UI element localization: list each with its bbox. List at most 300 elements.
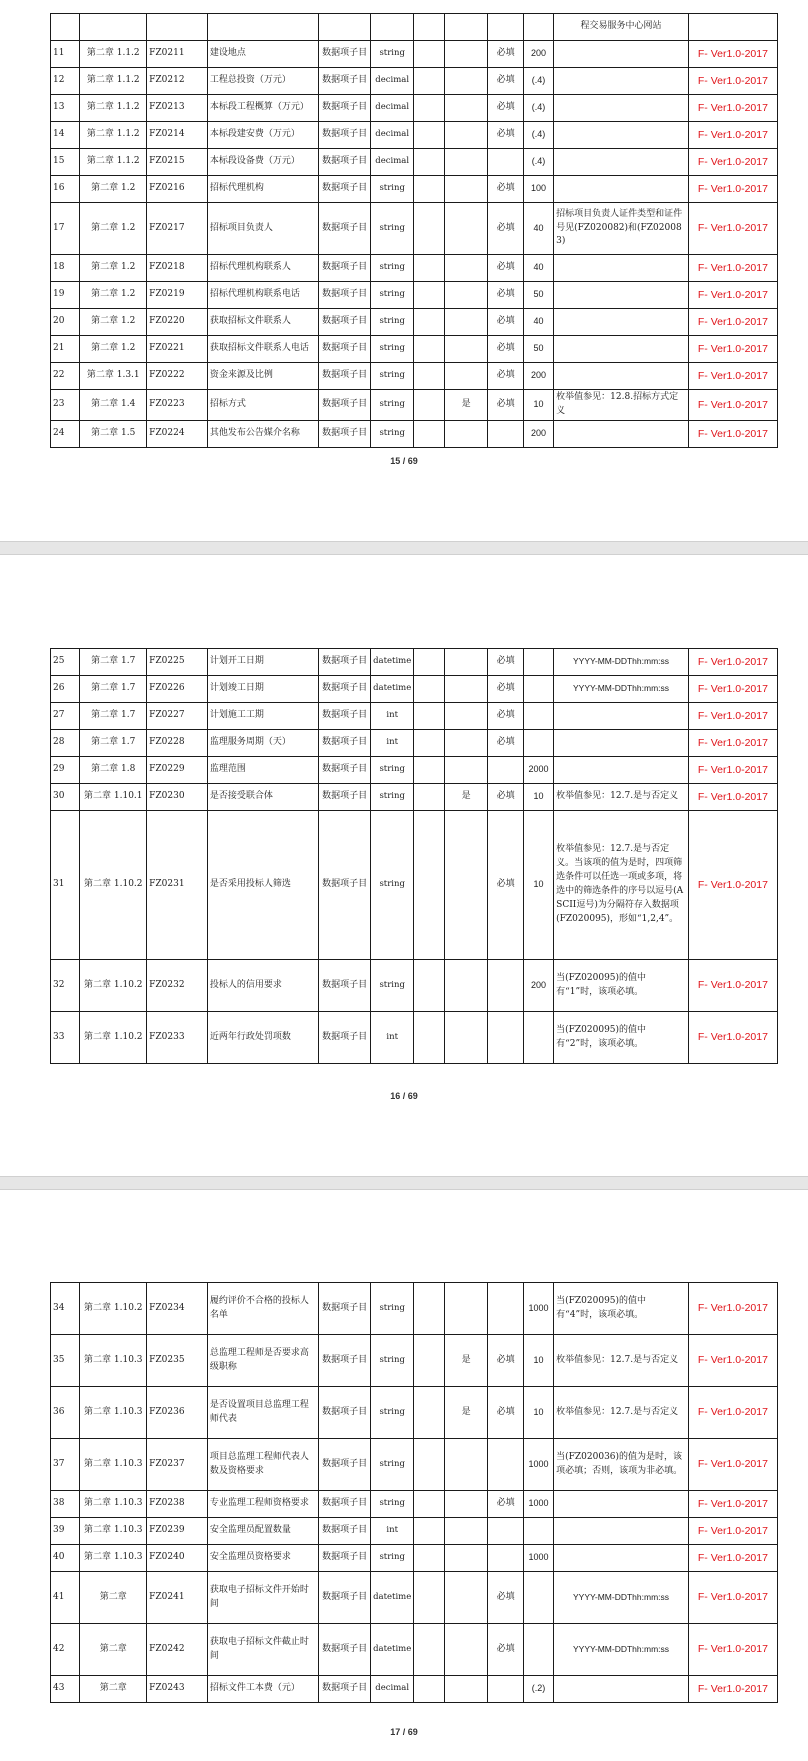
cell-enum [444, 649, 488, 676]
cell-chapter: 第二章 1.10.2 [80, 811, 147, 960]
cell-name: 监理服务周期（天） [207, 730, 318, 757]
cell-len: 1000 [523, 1439, 553, 1491]
cell-e1 [414, 41, 444, 68]
cell-name: 获取电子招标文件开始时间 [207, 1572, 318, 1624]
cell-version: F- Ver1.0-2017 [688, 1012, 777, 1064]
cell-code: FZ0231 [147, 811, 208, 960]
cell-len: 10 [523, 784, 553, 811]
cell-e1 [414, 420, 444, 447]
cell-category: 数据项子目 [319, 95, 371, 122]
cell-note: 招标项目负责人证件类型和证件号见(FZ020082)和(FZ020083) [554, 203, 689, 255]
cell-no: 41 [51, 1572, 80, 1624]
cell-code: FZ0223 [147, 390, 208, 421]
table-row [51, 336, 778, 363]
table-row [51, 149, 778, 176]
cell-req: 必填 [488, 122, 523, 149]
table-row [51, 784, 778, 811]
cell-category: 数据项子目 [319, 757, 371, 784]
cell-code: FZ0215 [147, 149, 208, 176]
cell-chapter: 第二章 1.10.1 [80, 784, 147, 811]
cell-type: int [370, 703, 414, 730]
cell-version: F- Ver1.0-2017 [688, 703, 777, 730]
cell-req: 必填 [488, 703, 523, 730]
cell-enum [444, 336, 488, 363]
cell-e1 [414, 309, 444, 336]
cell-len: 1000 [523, 1545, 553, 1572]
cell-category: 数据项子目 [319, 1624, 371, 1676]
cell-note [554, 255, 689, 282]
cell-category: 数据项子目 [319, 730, 371, 757]
cell-note: 当(FZ020095)的值中有“1”时，该项必填。 [554, 960, 689, 1012]
cell-no [51, 14, 80, 41]
cell-e1 [414, 1387, 444, 1439]
cell-category: 数据项子目 [319, 1545, 371, 1572]
cell-chapter: 第二章 1.8 [80, 757, 147, 784]
cell-type: int [370, 1518, 414, 1545]
cell-chapter: 第二章 1.1.2 [80, 68, 147, 95]
cell-e1 [414, 176, 444, 203]
cell-enum [444, 149, 488, 176]
table-row [51, 14, 778, 41]
cell-chapter: 第二章 1.2 [80, 255, 147, 282]
cell-name: 计划开工日期 [207, 649, 318, 676]
cell-code: FZ0242 [147, 1624, 208, 1676]
cell-enum [444, 203, 488, 255]
cell-note: YYYY-MM-DDThh:mm:ss [554, 1572, 689, 1624]
cell-req: 必填 [488, 41, 523, 68]
cell-version: F- Ver1.0-2017 [688, 1491, 777, 1518]
cell-req: 必填 [488, 282, 523, 309]
cell-category: 数据项子目 [319, 1387, 371, 1439]
cell-code: FZ0234 [147, 1283, 208, 1335]
cell-category: 数据项子目 [319, 960, 371, 1012]
cell-no: 39 [51, 1518, 80, 1545]
cell-e1 [414, 14, 444, 41]
cell-name: 计划竣工日期 [207, 676, 318, 703]
cell-code: FZ0237 [147, 1439, 208, 1491]
cell-chapter: 第二章 1.3.1 [80, 363, 147, 390]
cell-enum [444, 730, 488, 757]
cell-len: (.4) [523, 122, 553, 149]
cell-code: FZ0211 [147, 41, 208, 68]
cell-name: 获取招标文件联系人 [207, 309, 318, 336]
cell-req: 必填 [488, 363, 523, 390]
cell-category: 数据项子目 [319, 1676, 371, 1703]
cell-note: 枚举值参见：12.7.是与否定义 [554, 1387, 689, 1439]
cell-version: F- Ver1.0-2017 [688, 390, 777, 421]
cell-chapter: 第二章 1.4 [80, 390, 147, 421]
cell-enum [444, 95, 488, 122]
cell-len: 10 [523, 1387, 553, 1439]
cell-version: F- Ver1.0-2017 [688, 649, 777, 676]
cell-e1 [414, 68, 444, 95]
cell-enum: 是 [444, 390, 488, 421]
cell-note [554, 41, 689, 68]
table-row [51, 420, 778, 447]
cell-enum [444, 68, 488, 95]
cell-code: FZ0241 [147, 1572, 208, 1624]
cell-chapter: 第二章 1.10.2 [80, 1012, 147, 1064]
cell-name: 履约评价不合格的投标人名单 [207, 1283, 318, 1335]
table-row [51, 960, 778, 1012]
cell-name: 本标段工程概算（万元） [207, 95, 318, 122]
cell-code: FZ0216 [147, 176, 208, 203]
cell-enum [444, 1624, 488, 1676]
cell-name: 本标段建安费（万元） [207, 122, 318, 149]
cell-e1 [414, 757, 444, 784]
cell-enum [444, 1491, 488, 1518]
cell-note: 枚举值参见：12.7.是与否定义。当该项的值为是时，四项筛选条件可以任选一项或多项，将选中的筛选条件的序号以逗号(ASCII逗号)为分隔符存入数据项(FZ020095)，形如“1,2,4”。 [554, 811, 689, 960]
cell-e1 [414, 960, 444, 1012]
cell-e1 [414, 149, 444, 176]
cell-version: F- Ver1.0-2017 [688, 757, 777, 784]
cell-version: F- Ver1.0-2017 [688, 309, 777, 336]
cell-len [523, 676, 553, 703]
cell-category: 数据项子目 [319, 363, 371, 390]
cell-version: F- Ver1.0-2017 [688, 730, 777, 757]
cell-enum [444, 811, 488, 960]
cell-e1 [414, 649, 444, 676]
cell-name: 总监理工程师是否要求高级职称 [207, 1335, 318, 1387]
cell-type: string [370, 282, 414, 309]
page-number: 15 / 69 [390, 456, 418, 466]
table-row [51, 309, 778, 336]
cell-code: FZ0220 [147, 309, 208, 336]
cell-len [523, 1518, 553, 1545]
cell-version: F- Ver1.0-2017 [688, 255, 777, 282]
cell-len [523, 1572, 553, 1624]
cell-e1 [414, 811, 444, 960]
cell-note [554, 309, 689, 336]
cell-req: 必填 [488, 336, 523, 363]
page-number: 16 / 69 [390, 1091, 418, 1101]
cell-note [554, 1491, 689, 1518]
cell-note [554, 757, 689, 784]
cell-type: string [370, 960, 414, 1012]
cell-len: 200 [523, 960, 553, 1012]
cell-e1 [414, 122, 444, 149]
cell-chapter: 第二章 1.10.3 [80, 1491, 147, 1518]
cell-len: (.2) [523, 1676, 553, 1703]
cell-no: 18 [51, 255, 80, 282]
cell-no: 28 [51, 730, 80, 757]
field-definition-table [50, 1282, 778, 1703]
cell-chapter: 第二章 1.2 [80, 203, 147, 255]
cell-version: F- Ver1.0-2017 [688, 95, 777, 122]
cell-name: 工程总投资（万元） [207, 68, 318, 95]
cell-no: 42 [51, 1624, 80, 1676]
cell-chapter: 第二章 1.2 [80, 176, 147, 203]
cell-req: 必填 [488, 1572, 523, 1624]
cell-len: 200 [523, 41, 553, 68]
cell-no: 21 [51, 336, 80, 363]
cell-len: (.4) [523, 68, 553, 95]
cell-note: YYYY-MM-DDThh:mm:ss [554, 649, 689, 676]
cell-version: F- Ver1.0-2017 [688, 1676, 777, 1703]
cell-enum [444, 282, 488, 309]
cell-req: 必填 [488, 68, 523, 95]
cell-name: 安全监理员配置数量 [207, 1518, 318, 1545]
cell-name: 监理范围 [207, 757, 318, 784]
cell-req: 必填 [488, 1491, 523, 1518]
cell-version: F- Ver1.0-2017 [688, 1518, 777, 1545]
cell-code: FZ0236 [147, 1387, 208, 1439]
cell-len: 1000 [523, 1491, 553, 1518]
table-row [51, 176, 778, 203]
cell-chapter: 第二章 1.10.3 [80, 1518, 147, 1545]
cell-version: F- Ver1.0-2017 [688, 1572, 777, 1624]
cell-name: 招标代理机构联系人 [207, 255, 318, 282]
cell-len: 50 [523, 282, 553, 309]
cell-category: 数据项子目 [319, 282, 371, 309]
cell-len: 200 [523, 420, 553, 447]
cell-code: FZ0235 [147, 1335, 208, 1387]
cell-no: 22 [51, 363, 80, 390]
cell-type: int [370, 1012, 414, 1064]
table-row [51, 1387, 778, 1439]
cell-req [488, 1545, 523, 1572]
cell-type: string [370, 176, 414, 203]
cell-req: 必填 [488, 176, 523, 203]
page-number: 17 / 69 [390, 1727, 418, 1737]
cell-req [488, 1676, 523, 1703]
cell-req [488, 757, 523, 784]
cell-type: string [370, 1545, 414, 1572]
table-row [51, 1491, 778, 1518]
cell-no: 33 [51, 1012, 80, 1064]
cell-version: F- Ver1.0-2017 [688, 282, 777, 309]
cell-len: 40 [523, 255, 553, 282]
cell-no: 17 [51, 203, 80, 255]
cell-type: datetime [370, 1572, 414, 1624]
cell-req: 必填 [488, 255, 523, 282]
cell-req [488, 420, 523, 447]
cell-version: F- Ver1.0-2017 [688, 1387, 777, 1439]
cell-category: 数据项子目 [319, 676, 371, 703]
cell-version: F- Ver1.0-2017 [688, 176, 777, 203]
cell-chapter: 第二章 1.10.3 [80, 1545, 147, 1572]
cell-enum: 是 [444, 784, 488, 811]
cell-code: FZ0214 [147, 122, 208, 149]
cell-type: datetime [370, 1624, 414, 1676]
table-row [51, 1572, 778, 1624]
cell-version: F- Ver1.0-2017 [688, 1545, 777, 1572]
cell-req: 必填 [488, 309, 523, 336]
cell-name: 安全监理员资格要求 [207, 1545, 318, 1572]
table-row [51, 649, 778, 676]
cell-enum [444, 1545, 488, 1572]
cell-type: string [370, 41, 414, 68]
cell-enum [444, 960, 488, 1012]
cell-e1 [414, 1676, 444, 1703]
cell-version: F- Ver1.0-2017 [688, 1283, 777, 1335]
cell-type: string [370, 1387, 414, 1439]
cell-chapter: 第二章 1.10.2 [80, 1283, 147, 1335]
cell-code: FZ0238 [147, 1491, 208, 1518]
cell-enum [444, 757, 488, 784]
cell-enum [444, 1676, 488, 1703]
cell-name: 是否设置项目总监理工程师代表 [207, 1387, 318, 1439]
cell-req: 必填 [488, 649, 523, 676]
cell-no: 30 [51, 784, 80, 811]
cell-note [554, 1518, 689, 1545]
cell-chapter: 第二章 1.1.2 [80, 41, 147, 68]
cell-note [554, 282, 689, 309]
cell-note [554, 1676, 689, 1703]
cell-req: 必填 [488, 1335, 523, 1387]
cell-len: 50 [523, 336, 553, 363]
cell-enum [444, 122, 488, 149]
cell-category: 数据项子目 [319, 1335, 371, 1387]
cell-chapter: 第二章 1.10.3 [80, 1387, 147, 1439]
table-row [51, 1676, 778, 1703]
cell-code: FZ0217 [147, 203, 208, 255]
cell-e1 [414, 1012, 444, 1064]
cell-category: 数据项子目 [319, 122, 371, 149]
cell-version [688, 14, 777, 41]
cell-name: 招标方式 [207, 390, 318, 421]
cell-category: 数据项子目 [319, 703, 371, 730]
cell-type: string [370, 1283, 414, 1335]
cell-name: 资金来源及比例 [207, 363, 318, 390]
cell-type: datetime [370, 676, 414, 703]
cell-no: 16 [51, 176, 80, 203]
cell-enum: 是 [444, 1387, 488, 1439]
cell-no: 24 [51, 420, 80, 447]
cell-type: string [370, 336, 414, 363]
table-row [51, 1439, 778, 1491]
cell-len: 40 [523, 309, 553, 336]
cell-category: 数据项子目 [319, 1572, 371, 1624]
cell-req: 必填 [488, 784, 523, 811]
cell-note: YYYY-MM-DDThh:mm:ss [554, 676, 689, 703]
cell-note [554, 363, 689, 390]
cell-enum [444, 676, 488, 703]
cell-req [488, 1439, 523, 1491]
field-definition-table [50, 13, 778, 448]
cell-enum [444, 1572, 488, 1624]
cell-note: 程交易服务中心网站 [554, 14, 689, 41]
cell-e1 [414, 203, 444, 255]
cell-no: 23 [51, 390, 80, 421]
cell-category: 数据项子目 [319, 255, 371, 282]
table-row [51, 730, 778, 757]
cell-note [554, 336, 689, 363]
cell-type: string [370, 784, 414, 811]
cell-type [370, 14, 414, 41]
cell-type: string [370, 309, 414, 336]
cell-e1 [414, 1572, 444, 1624]
cell-no: 11 [51, 41, 80, 68]
cell-version: F- Ver1.0-2017 [688, 68, 777, 95]
table-row [51, 1545, 778, 1572]
cell-req [488, 1283, 523, 1335]
cell-type: string [370, 1335, 414, 1387]
cell-note: 枚举值参见：12.7.是与否定义 [554, 1335, 689, 1387]
cell-e1 [414, 1545, 444, 1572]
cell-type: string [370, 811, 414, 960]
cell-enum [444, 363, 488, 390]
cell-note [554, 1545, 689, 1572]
cell-e1 [414, 1335, 444, 1387]
cell-note [554, 176, 689, 203]
cell-chapter: 第二章 1.2 [80, 282, 147, 309]
cell-req: 必填 [488, 390, 523, 421]
cell-name: 招标项目负责人 [207, 203, 318, 255]
cell-code: FZ0224 [147, 420, 208, 447]
cell-e1 [414, 730, 444, 757]
cell-req [488, 1518, 523, 1545]
cell-code [147, 14, 208, 41]
cell-version: F- Ver1.0-2017 [688, 420, 777, 447]
cell-code: FZ0240 [147, 1545, 208, 1572]
cell-name: 获取招标文件联系人电话 [207, 336, 318, 363]
cell-code: FZ0213 [147, 95, 208, 122]
table-row [51, 203, 778, 255]
cell-version: F- Ver1.0-2017 [688, 203, 777, 255]
cell-chapter: 第二章 1.2 [80, 336, 147, 363]
cell-req [488, 1012, 523, 1064]
cell-category [319, 14, 371, 41]
cell-category: 数据项子目 [319, 420, 371, 447]
cell-type: decimal [370, 68, 414, 95]
cell-no: 43 [51, 1676, 80, 1703]
cell-chapter: 第二章 1.1.2 [80, 95, 147, 122]
table-row [51, 363, 778, 390]
cell-note: YYYY-MM-DDThh:mm:ss [554, 1624, 689, 1676]
cell-chapter: 第二章 1.5 [80, 420, 147, 447]
cell-chapter: 第二章 1.1.2 [80, 149, 147, 176]
cell-version: F- Ver1.0-2017 [688, 811, 777, 960]
cell-version: F- Ver1.0-2017 [688, 1335, 777, 1387]
cell-version: F- Ver1.0-2017 [688, 676, 777, 703]
cell-version: F- Ver1.0-2017 [688, 363, 777, 390]
cell-type: datetime [370, 649, 414, 676]
table-row [51, 703, 778, 730]
cell-name: 建设地点 [207, 41, 318, 68]
cell-enum [444, 1439, 488, 1491]
cell-version: F- Ver1.0-2017 [688, 1439, 777, 1491]
cell-len: 200 [523, 363, 553, 390]
cell-category: 数据项子目 [319, 41, 371, 68]
cell-name: 招标代理机构 [207, 176, 318, 203]
cell-no: 34 [51, 1283, 80, 1335]
cell-type: decimal [370, 95, 414, 122]
cell-category: 数据项子目 [319, 336, 371, 363]
cell-len [523, 703, 553, 730]
cell-len: 1000 [523, 1283, 553, 1335]
cell-name: 是否采用投标人筛选 [207, 811, 318, 960]
cell-version: F- Ver1.0-2017 [688, 960, 777, 1012]
cell-type: string [370, 390, 414, 421]
cell-no: 40 [51, 1545, 80, 1572]
cell-type: decimal [370, 1676, 414, 1703]
cell-note [554, 420, 689, 447]
cell-chapter: 第二章 1.7 [80, 703, 147, 730]
cell-version: F- Ver1.0-2017 [688, 1624, 777, 1676]
cell-note [554, 122, 689, 149]
cell-category: 数据项子目 [319, 1491, 371, 1518]
cell-req: 必填 [488, 730, 523, 757]
cell-len: 40 [523, 203, 553, 255]
table-row [51, 1624, 778, 1676]
cell-code: FZ0218 [147, 255, 208, 282]
table-row [51, 757, 778, 784]
cell-enum [444, 255, 488, 282]
table-row [51, 95, 778, 122]
cell-chapter: 第二章 1.7 [80, 730, 147, 757]
cell-name: 项目总监理工程师代表人数及资格要求 [207, 1439, 318, 1491]
